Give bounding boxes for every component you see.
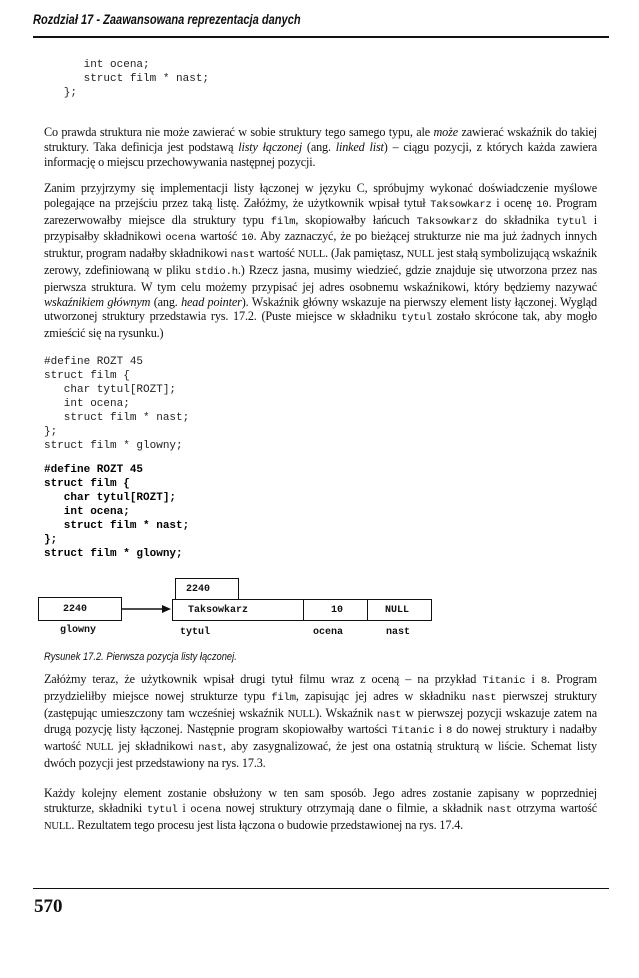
text: w pierwszej pozycji wskazuje zatem na drugą pozycję listy łączonej. Następnie program skopiowałby wartości xyxy=(44,705,597,737)
inline-code: stdio.h xyxy=(194,265,238,278)
text: jest stałą symbolizującą wskaźnik zerowy, zdefiniowaną w pliku xyxy=(44,246,597,277)
label-next: nast xyxy=(386,627,411,638)
code-listing-regular xyxy=(44,355,189,453)
address-value: 2240 xyxy=(186,583,211,595)
inline-code: nast xyxy=(471,691,497,704)
inline-constant: NULL xyxy=(44,820,72,832)
text: . Rezultatem tego procesu jest lista łączona o budowie przedstawionej na rys. 17.4. xyxy=(71,817,464,832)
text: zawierać wskaźnik do takiej struktury. Taka definicja jest podstawą xyxy=(44,125,598,154)
paragraph-3 xyxy=(44,672,597,771)
title-value: Taksowkarz xyxy=(188,604,249,616)
head-pointer-box xyxy=(38,597,122,621)
inline-code: 10 xyxy=(241,232,254,245)
code-listing-bold xyxy=(44,463,189,561)
paragraph-2 xyxy=(44,181,597,341)
text: Co prawda struktura nie może zawierać w sobie struktury tego samego typu, ale xyxy=(44,125,434,139)
inline-code: tytul xyxy=(146,803,178,816)
header-rule xyxy=(33,36,609,38)
inline-code: 8 xyxy=(540,675,548,687)
text: , aby zasygnalizować, że jest ona ostatnią strukturą w liście. Schemat listy dwóch pozycji jest przedstawiony na rys. 17.3. xyxy=(44,739,597,770)
emphasis: wskaźnikiem głównym xyxy=(44,294,151,309)
struct-box xyxy=(172,599,432,621)
text: wartość xyxy=(255,246,298,261)
inline-code: Titanic xyxy=(482,675,526,687)
footer-rule xyxy=(33,888,609,889)
inline-code: ocena xyxy=(165,232,197,245)
running-header: Rozdział 17 - Zaawansowana reprezentacja danych xyxy=(33,12,301,27)
text: . Program zarezerwowałby miejsce dla struktury typu xyxy=(44,195,597,227)
text: Zanim przyjrzymy się implementacji listy łączonej w języku C, spróbujmy wykonać doświadczenie myślowe polegające na przejściu przez taką listę. Załóżmy, że użytkownik wpisał tytuł xyxy=(44,181,597,210)
text: wartość xyxy=(196,229,242,244)
label-rating: ocena xyxy=(313,627,344,638)
inline-code: Taksowkarz xyxy=(416,215,479,228)
inline-code: tytul xyxy=(556,215,587,228)
inline-code: tytul xyxy=(401,312,432,325)
label-title: tytul xyxy=(180,627,211,638)
inline-code: nast xyxy=(487,803,512,816)
text: i przypisałby składnikowi xyxy=(44,212,597,244)
text: (ang. xyxy=(302,139,336,154)
paragraph-1 xyxy=(44,125,597,169)
rating-value: 10 xyxy=(331,604,344,616)
inline-constant: NULL xyxy=(287,708,316,720)
text: otrzyma wartość xyxy=(511,800,597,815)
inline-code: Taksowkarz xyxy=(430,198,492,211)
linked-list-figure xyxy=(38,574,438,644)
text: i ocenę xyxy=(491,195,537,210)
paragraph-4 xyxy=(44,786,597,834)
text: , zapisując jej adres w składniku xyxy=(295,688,472,703)
code-text: #define ROZT 45 struct film { char tytul[ROZT]; int ocena; struct film * nast; }; struct film * glowny; xyxy=(44,464,190,560)
inline-code: nast xyxy=(198,742,223,755)
text: ). Wskaźnik xyxy=(315,705,377,720)
emphasis: head pointer xyxy=(181,294,242,309)
emphasis: linked list xyxy=(335,139,384,154)
text: (ang. xyxy=(150,294,182,309)
inline-code: ocena xyxy=(190,803,222,816)
text: do nowej struktury i nadałby wartość xyxy=(44,722,598,754)
text: . Aby zaznaczyć, że po bieżącej strukturze nie ma już żadnych innych struktur, program nadałby składnikowi xyxy=(44,229,597,261)
text: do składnika xyxy=(478,212,557,227)
text: i xyxy=(177,800,191,815)
text: ). Wskaźnik główny wskazuje na pierwszy element listy łączonej. Wygląd utworzonej struktury przedstawia rys. 17.2. (Puste miejsce w składniku xyxy=(44,294,597,324)
code-text: int ocena; struct film * nast; }; xyxy=(63,59,210,99)
figure-caption: Rysunek 17.2. Pierwsza pozycja listy łączonej. xyxy=(44,651,237,663)
text: pierwszej struktury (zastępując umieszczony tam wcześniej wskaźnik xyxy=(44,688,597,720)
inline-code: nast xyxy=(230,249,256,262)
inline-code: film xyxy=(270,215,296,228)
inline-code: nast xyxy=(376,708,402,721)
text: . (Jak pamiętasz, xyxy=(325,246,407,261)
text: i xyxy=(525,672,541,686)
inline-code: 8 xyxy=(446,725,453,738)
inline-constant: NULL xyxy=(297,249,326,261)
page-number: 570 xyxy=(34,896,63,917)
divider xyxy=(303,600,304,620)
emphasis: listy łączonej xyxy=(238,139,303,154)
text: nowej struktury otrzymają dane o filmie, a składnik xyxy=(221,800,488,815)
text: Każdy kolejny element zostanie obsłużony w ten sam sposób. Jego adres zostanie zapisany w poprzedniej strukturze, składniki xyxy=(44,786,597,815)
inline-code: 10 xyxy=(536,198,549,211)
inline-constant: NULL xyxy=(85,742,114,754)
text: ) – ciągu pozycji, z których każda zawiera informację o miejscu przechowywania następnej pozycji. xyxy=(44,139,598,169)
text: .) Rzecz jasna, musimy wiedzieć, gdzie znajduje się utworzona przez nas pierwsza struktura. W tym celu możemy przypisać jej adres osobnemu wskaźnikowi, który będziemy nazywać xyxy=(44,262,597,294)
emphasis: może xyxy=(433,125,458,139)
text: i xyxy=(434,722,447,737)
text: jej składnikowi xyxy=(113,739,199,754)
code-text: #define ROZT 45 struct film { char tytul[ROZT]; int ocena; struct film * nast; }; struct film * glowny; xyxy=(44,356,190,452)
arrow-icon xyxy=(122,602,172,616)
text: Załóżmy teraz, że użytkownik wpisał drugi tytuł filmu wraz z oceną – na przykład xyxy=(44,672,483,686)
head-value: 2240 xyxy=(63,603,88,615)
text: . Program przydzieliłby miejsce nowej strukturze typu xyxy=(44,672,598,703)
inline-code: Titanic xyxy=(391,725,435,738)
divider xyxy=(367,600,368,620)
text: zostało skrócone tak, aby mogło zmieścić się na rysunku.) xyxy=(44,309,597,341)
inline-code: film xyxy=(271,691,296,704)
code-fragment-top xyxy=(44,58,209,100)
inline-constant: NULL xyxy=(406,249,435,261)
next-value: NULL xyxy=(385,604,410,616)
text: , skopiowałby łańcuch xyxy=(295,212,417,227)
address-box xyxy=(175,578,239,600)
label-head: glowny xyxy=(60,625,97,636)
